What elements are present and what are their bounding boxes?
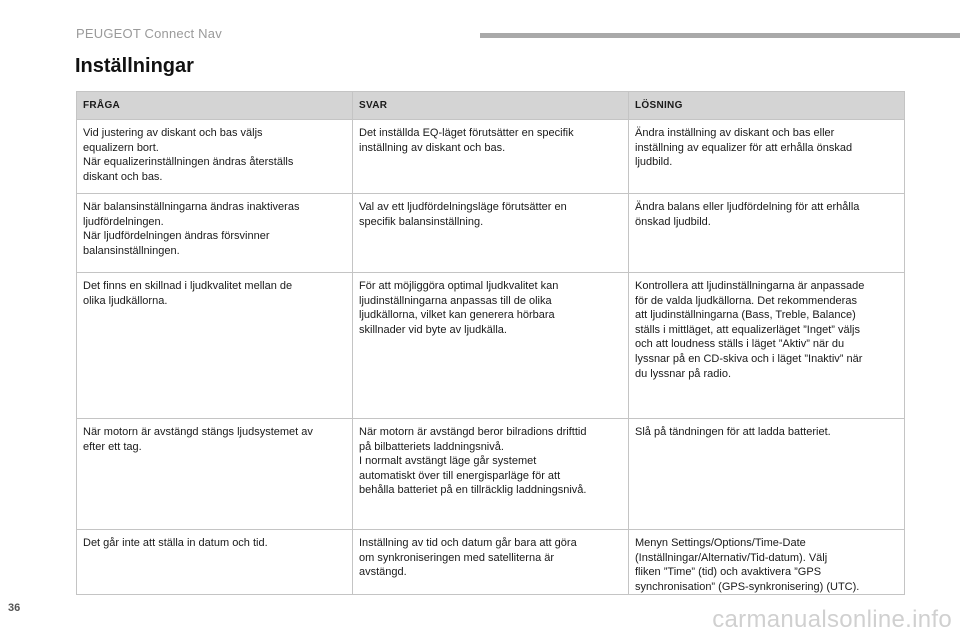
question-cell: Vid justering av diskant och bas väljs equalizern bort. När equalizerinställningen ändras återställs diskant och bas. (77, 120, 353, 194)
column-header-question: FRÅGA (77, 92, 353, 120)
troubleshooting-table (76, 91, 905, 595)
solution-cell: Ändra balans eller ljudfördelning för att erhålla önskad ljudbild. (629, 194, 905, 273)
answer-cell: När motorn är avstängd beror bilradions drifttid på bilbatteriets laddningsnivå. I normalt avstängt läge går systemet automatiskt över till energisparläge för att behålla batteriet på en tillräcklig laddningsnivå. (353, 419, 629, 530)
question-cell: Det finns en skillnad i ljudkvalitet mellan de olika ljudkällorna. (77, 273, 353, 419)
table-header-row (77, 92, 905, 120)
question-cell: När balansinställningarna ändras inaktiveras ljudfördelningen. När ljudfördelningen ändras försvinner balansinställningen. (77, 194, 353, 273)
column-header-answer: SVAR (353, 92, 629, 120)
solution-cell: Slå på tändningen för att ladda batteriet. (629, 419, 905, 530)
column-header-solution: LÖSNING (629, 92, 905, 120)
page-title: Inställningar (75, 55, 194, 77)
solution-cell: Kontrollera att ljudinställningarna är anpassade för de valda ljudkällorna. Det rekommenderas att ljudinställningarna (Bass, Treble, Balance) ställs i mittläget, att equalizerläget ”Inget” väljs och att loudness ställs i läget ”Aktiv” när du lyssnar på en CD-skiva och i läget ”Inaktiv” när du lyssnar på radio. (629, 273, 905, 419)
page-number: 36 (8, 602, 21, 614)
table-row (77, 273, 905, 419)
answer-cell: Inställning av tid och datum går bara att göra om synkroniseringen med satelliterna är avstängd. (353, 530, 629, 595)
brand-label: PEUGEOT Connect Nav (76, 26, 222, 41)
answer-cell: Val av ett ljudfördelningsläge förutsätter en specifik balansinställning. (353, 194, 629, 273)
table-row (77, 530, 905, 595)
table-row (77, 419, 905, 530)
table-row (77, 120, 905, 194)
question-cell: Det går inte att ställa in datum och tid. (77, 530, 353, 595)
answer-cell: För att möjliggöra optimal ljudkvalitet kan ljudinställningarna anpassas till de olika ljudkällorna, vilket kan generera hörbara skillnader vid byte av ljudkälla. (353, 273, 629, 419)
watermark: carmanualsonline.info (712, 606, 952, 633)
solution-cell: Menyn Settings/Options/Time-Date (Inställningar/Alternativ/Tid-datum). Välj fliken ”Time” (tid) och avaktivera ”GPS synchronisation” (GPS-synkronisering) (UTC). (629, 530, 905, 595)
question-cell: När motorn är avstängd stängs ljudsystemet av efter ett tag. (77, 419, 353, 530)
table-row (77, 194, 905, 273)
solution-cell: Ändra inställning av diskant och bas eller inställning av equalizer för att erhålla önskad ljudbild. (629, 120, 905, 194)
answer-cell: Det inställda EQ-läget förutsätter en specifik inställning av diskant och bas. (353, 120, 629, 194)
header-divider (480, 33, 960, 38)
